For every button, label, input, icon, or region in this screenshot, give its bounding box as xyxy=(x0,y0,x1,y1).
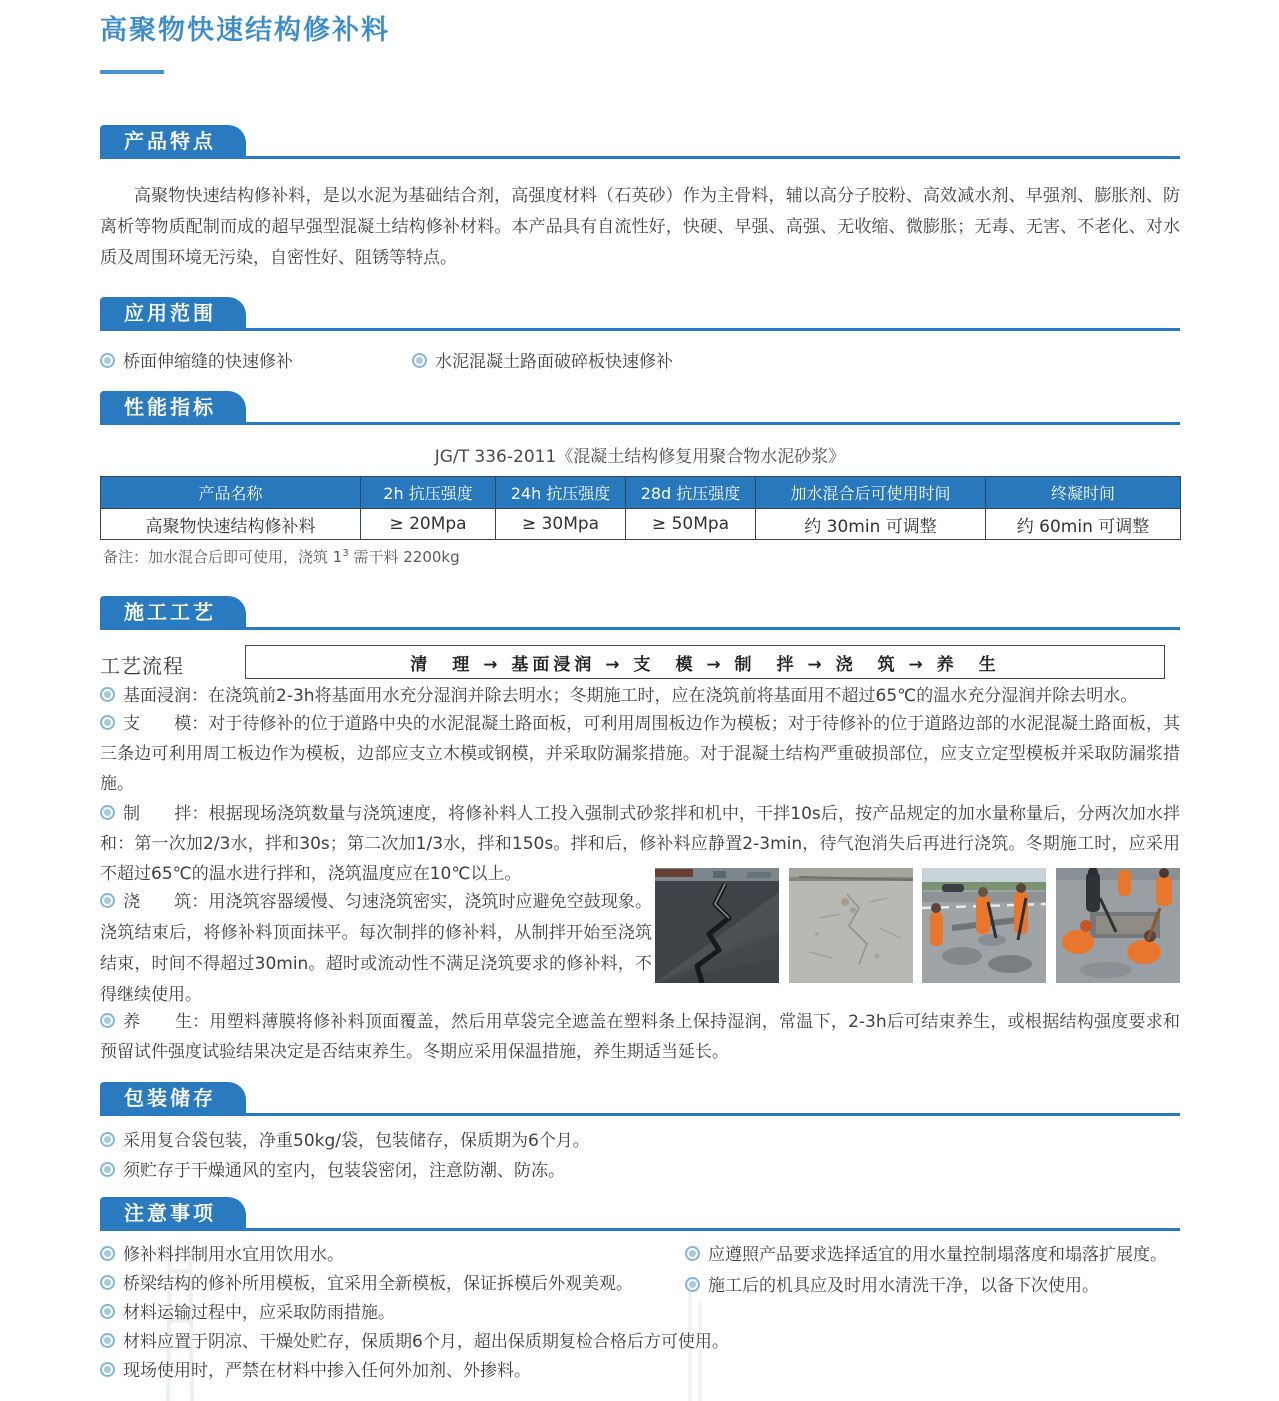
notes-heading: 注意事项 xyxy=(124,1201,216,1225)
cell-2h-strength: ≥ 20Mpa xyxy=(361,509,496,540)
features-tab xyxy=(100,125,246,159)
ring-bullet-icon xyxy=(100,805,115,820)
cracked-concrete-surface-photo xyxy=(789,868,913,983)
col-header: 产品名称 xyxy=(101,477,361,509)
step-formwork: 支 模：对于待修补的位于道路中央的水泥混凝土路面板，可利用周围板边作为模板；对于待修补的位于道路边部的水泥混凝土路面板，其三条边可利用周工板边作为模板，边部应支立木模或钢模，并采取防漏浆措施。对于混凝土结构严重破损部位，应支立定型模板并采取防漏浆措施。 xyxy=(100,714,1180,794)
col-header: 2h 抗压强度 xyxy=(361,477,496,509)
ring-bullet-icon xyxy=(100,1362,115,1377)
table-row xyxy=(101,509,1181,540)
cell-final-set-time: 约 60min 可调整 xyxy=(986,509,1181,540)
title-underline xyxy=(100,70,164,74)
ring-bullet-icon xyxy=(100,1275,115,1290)
section-applications-header xyxy=(100,297,1180,331)
section-features-header xyxy=(100,125,1180,159)
superscript-3: 3 xyxy=(342,548,349,559)
packaging-item: 须贮存于干燥通风的室内，包装袋密闭，注意防潮、防冻。 xyxy=(100,1156,1180,1186)
page-title: 高聚物快速结构修补料 xyxy=(100,15,390,46)
ring-bullet-icon xyxy=(685,1246,700,1261)
ring-bullet-icon xyxy=(100,1013,115,1028)
note-item: 现场使用时，严禁在材料中掺入任何外加剂、外掺料。 xyxy=(100,1356,780,1386)
performance-heading: 性能指标 xyxy=(124,395,216,419)
performance-tab xyxy=(100,391,246,425)
applications-heading: 应用范围 xyxy=(124,301,216,325)
section-construction-header xyxy=(100,596,1180,630)
ring-bullet-icon xyxy=(100,893,115,908)
note-item: 施工后的机具应及时用水清洗干净，以备下次使用。 xyxy=(685,1271,1180,1301)
features-heading: 产品特点 xyxy=(124,129,216,153)
features-paragraph: 高聚物快速结构修补料，是以水泥为基础结合剂，高强度材料（石英砂）作为主骨料，辅以高分子胶粉、高效减水剂、早强剂、膨胀剂、防离析等物质配制而成的超早强型混凝土结构修补材料。本产品具有自流性好，快硬、早强、高强、无收缩、微膨胀；无毒、无害、不老化、对水质及周围环境无污染，自密性好、阻锈等特点。 xyxy=(100,186,1180,268)
performance-table xyxy=(100,476,1181,540)
cracked-dark-pavement-photo xyxy=(655,868,779,983)
flow-label: 工艺流程 xyxy=(100,654,184,678)
process-flow-box: 清 理 → 基面浸润 → 支 模 → 制 拌 → 浇 筑 → 养 生 xyxy=(245,645,1165,679)
packaging-item: 采用复合袋包装，净重50kg/袋，包装储存，保质期为6个月。 xyxy=(100,1126,1180,1156)
note-item: 应遵照产品要求选择适宜的用水量控制塌落度和塌落扩展度。 xyxy=(685,1240,1180,1270)
ring-bullet-icon xyxy=(100,687,115,702)
construction-heading: 施工工艺 xyxy=(124,600,216,624)
ring-bullet-icon xyxy=(100,353,115,368)
application-item: 水泥混凝土路面破碎板快速修补 xyxy=(412,347,673,372)
col-header: 终凝时间 xyxy=(986,477,1181,509)
packaging-tab xyxy=(100,1082,246,1116)
note-item: 材料应置于阴凉、干燥处贮存，保质期6个月，超出保质期复检合格后方可使用。 xyxy=(100,1327,780,1357)
ring-bullet-icon xyxy=(685,1277,700,1292)
step-base-wetting: 基面浸润：在浇筑前2-3h将基面用水充分湿润并除去明水；冬期施工时，应在浇筑前将基面用不超过65℃的温水充分湿润并除去明水。 xyxy=(100,681,1180,711)
site-photos-strip xyxy=(655,868,1180,983)
step-curing: 养 生：用塑料薄膜将修补料顶面覆盖，然后用草袋完全遮盖在塑料条上保持湿润，常温下，2-3h后可结束养生，或根据结构强度要求和预留试件强度试验结果决定是否结束养生。冬期应采用保温措施，养生期适当延长。 xyxy=(100,1012,1180,1062)
applications-rule xyxy=(100,328,1180,331)
cell-24h-strength: ≥ 30Mpa xyxy=(496,509,626,540)
section-performance-header xyxy=(100,391,1180,425)
applications-tab xyxy=(100,297,246,331)
packaging-rule xyxy=(100,1113,1180,1116)
features-rule xyxy=(100,156,1180,159)
ring-bullet-icon xyxy=(100,1304,115,1319)
col-header: 加水混合后可使用时间 xyxy=(756,477,986,509)
construction-tab xyxy=(100,596,246,630)
ring-bullet-icon xyxy=(100,1246,115,1261)
ring-bullet-icon xyxy=(100,1333,115,1348)
application-item: 桥面伸缩缝的快速修补 xyxy=(100,347,293,372)
ring-bullet-icon xyxy=(100,715,115,730)
ring-bullet-icon xyxy=(412,353,427,368)
road-repair-workers-photo xyxy=(922,868,1046,983)
note-item: 桥梁结构的修补所用模板，宜采用全新模板，保证拆模后外观美观。 xyxy=(100,1269,780,1299)
performance-rule xyxy=(100,422,1180,425)
col-header: 28d 抗压强度 xyxy=(626,477,756,509)
note-item: 材料运输过程中，应采取防雨措施。 xyxy=(100,1298,780,1328)
table-header-row xyxy=(101,477,1181,509)
construction-rule xyxy=(100,627,1180,630)
notes-rule xyxy=(100,1228,1180,1231)
ring-bullet-icon xyxy=(100,1132,115,1147)
cell-usable-time: 约 30min 可调整 xyxy=(756,509,986,540)
step-mixing: 制 拌：根据现场浇筑数量与浇筑速度，将修补料人工投入强制式砂浆拌和机中，干拌10s后，按产品规定的加水量称量后，分两次加水拌和：第一次加2/3水，拌和30s；第二次加1/3水，拌和150s。拌和后，修补料应静置2-3min，待气泡消失后再进行浇筑。冬期施工时，应采用不超过65℃的温水进行拌和，浇筑温度应在10℃以上。 xyxy=(100,804,1180,884)
section-notes-header xyxy=(100,1197,1180,1231)
notes-tab xyxy=(100,1197,246,1231)
table-remark: 备注：加水混合后即可使用，浇筑 $1^3$ 需干料 2200kg xyxy=(103,548,460,566)
note-item: 修补料拌制用水宜用饮用水。 xyxy=(100,1240,780,1270)
packaging-heading: 包装储存 xyxy=(124,1086,216,1110)
col-header: 24h 抗压强度 xyxy=(496,477,626,509)
cell-28d-strength: ≥ 50Mpa xyxy=(626,509,756,540)
section-packaging-header xyxy=(100,1082,1180,1116)
step-pouring: 浇 筑：用浇筑容器缓慢、匀速浇筑密实，浇筑时应避免空鼓现象。浇筑结束后，将修补料顶面抹平。每次制拌的修补料，从制拌开始至浇筑结束，时间不得超过30min。超时或流动性不满足浇筑要求的修补料，不得继续使用。 xyxy=(100,892,652,1005)
concrete-patching-workers-photo xyxy=(1056,868,1180,983)
standard-reference: JG/T 336-2011《混凝土结构修复用聚合物水泥砂浆》 xyxy=(434,447,846,467)
cell-product-name: 高聚物快速结构修补料 xyxy=(101,509,361,540)
ring-bullet-icon xyxy=(100,1162,115,1177)
